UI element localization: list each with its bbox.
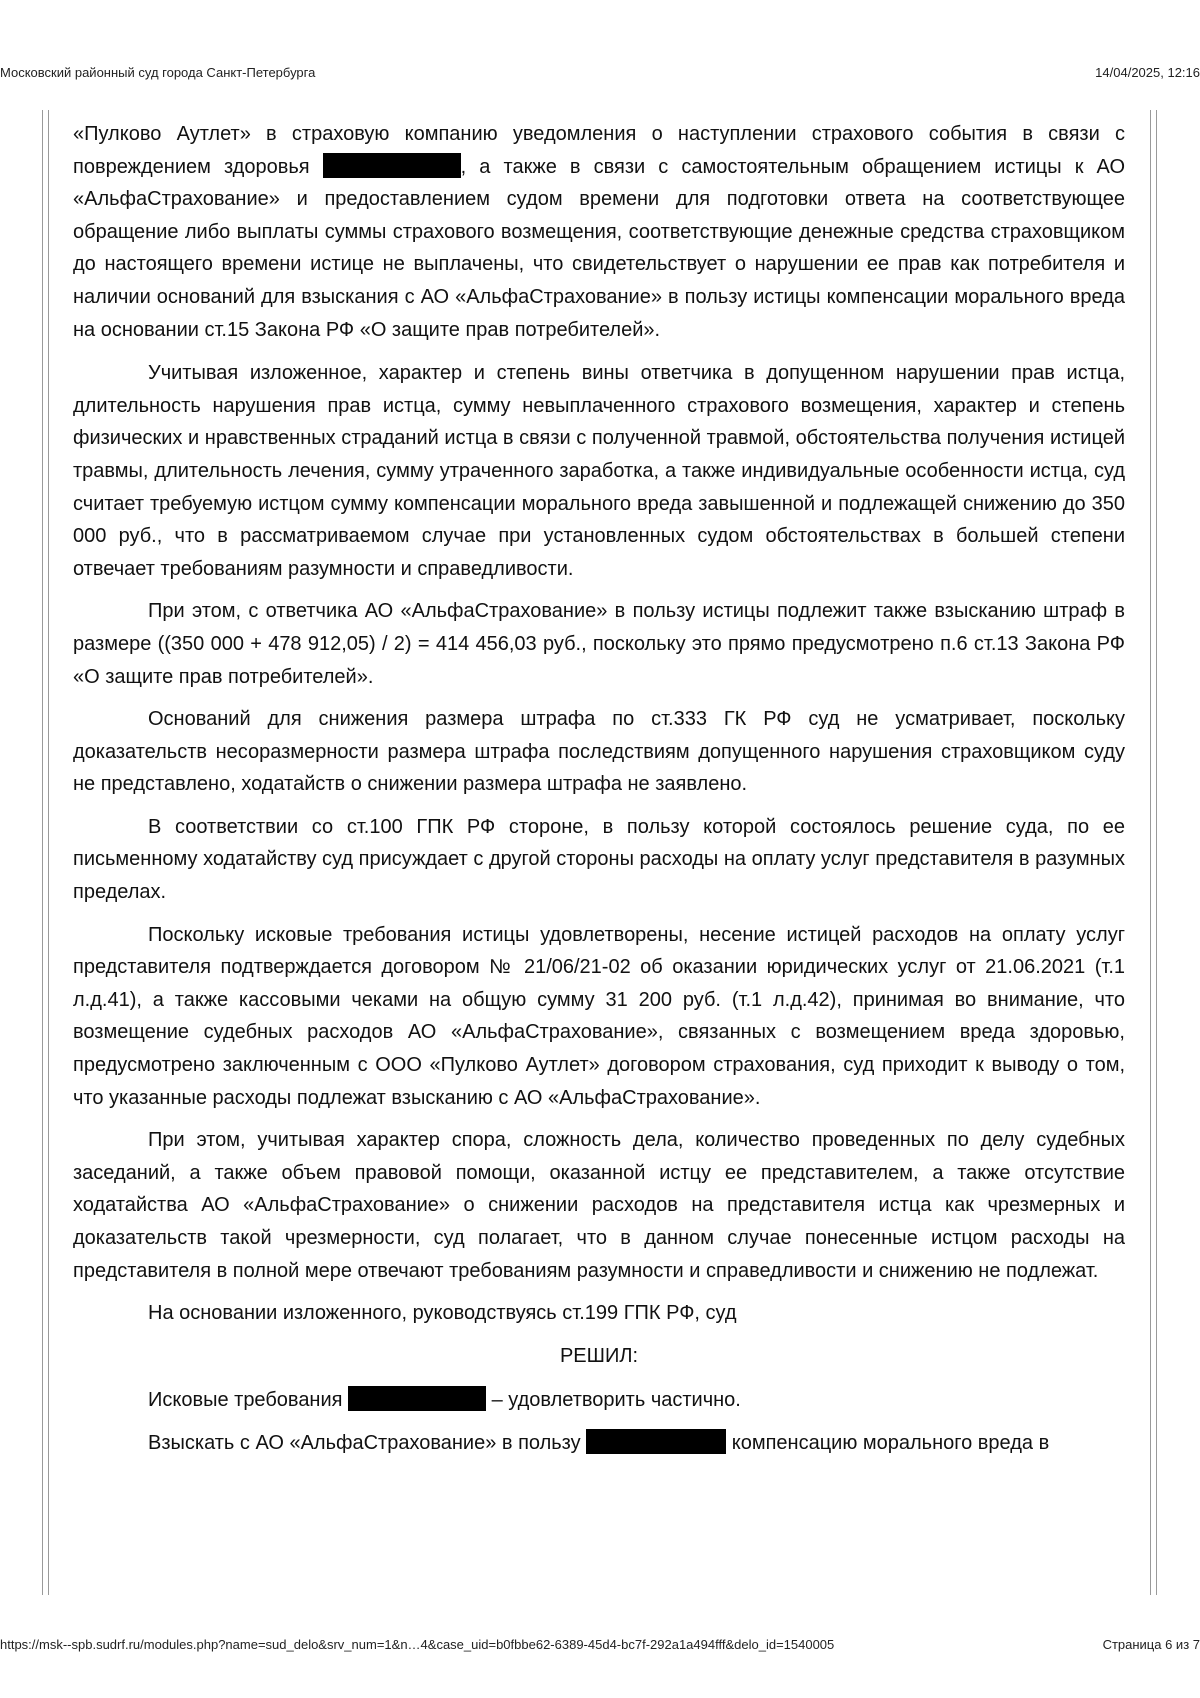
paragraph-9: Исковые требования – удовлетворить частично. xyxy=(73,1384,1125,1417)
print-footer xyxy=(0,1637,1200,1657)
paragraph-4: Оснований для снижения размера штрафа по ст.333 ГК РФ суд не усматривает, поскольку доказательств несоразмерности размера штрафа последствиям допущенного нарушения страховщиком суду не представлено, ходатайств о снижении размера штрафа не заявлено. xyxy=(73,708,1125,796)
document-body xyxy=(73,118,1125,1470)
paragraph-3: При этом, с ответчика АО «АльфаСтрахование» в пользу истицы подлежит также взысканию штраф в размере ((350 000 + 478 912,05) / 2) = 414 456,03 руб., поскольку это прямо предусмотрено п.6 ст.13 Закона РФ «О защите прав потребителей». xyxy=(73,600,1125,688)
paragraph-5: В соответствии со ст.100 ГПК РФ стороне, в пользу которой состоялось решение суда, по ее письменному ходатайству суд присуждает с другой стороны расходы на оплату услуг представителя в разумных пределах. xyxy=(73,815,1125,904)
paragraph-10: Взыскать с АО «АльфаСтрахование» в пользу компенсацию морального вреда в xyxy=(73,1427,1125,1460)
court-name: Московский районный суд города Санкт-Петербурга xyxy=(0,65,316,80)
paragraph-1: «Пулково Аутлет» в страховую компанию уведомления о наступлении страхового события в связи с повреждением здоровья , а также в связи с самостоятельным обращением истицы к АО «АльфаСтрахование» и предоставлением судом времени для подготовки ответа на соответствующее обращение либо выплаты суммы страхового возмещения, соответствующие денежные средства страховщиком до настоящего времени истице не выплачены, что свидетельствует о нарушении ее прав как потребителя и наличии оснований для взыскания с АО «АльфаСтрахование» в пользу истицы компенсации морального вреда на основании ст.15 Закона РФ «О защите прав потребителей». xyxy=(73,123,1125,341)
print-datetime: 14/04/2025, 12:16 xyxy=(1095,65,1200,80)
redacted-name xyxy=(586,1429,726,1454)
decision-heading: РЕШИЛ: xyxy=(559,1344,639,1367)
right-border-line xyxy=(1156,110,1157,1595)
print-header xyxy=(0,65,1200,85)
page-number: Страница 6 из 7 xyxy=(1102,1637,1200,1652)
right-border-line-inner xyxy=(1150,110,1151,1595)
left-border-line xyxy=(42,110,43,1595)
paragraph-8: На основании изложенного, руководствуясь ст.199 ГПК РФ, суд xyxy=(148,1302,737,1325)
paragraph-7: При этом, учитывая характер спора, сложность дела, количество проведенных по делу судебных заседаний, а также объем правовой помощи, оказанной истцу ее представителем, а также отсутствие ходатайства АО «АльфаСтрахование» о снижении расходов на представителя истца как чрезмерных и доказательств такой чрезмерности, суд полагает, что в данном случае понесенные истцом расходы на представителя в полной мере отвечают требованиям разумности и справедливости и снижению не подлежат. xyxy=(73,1129,1125,1282)
left-border-line-inner xyxy=(48,110,49,1595)
redacted-name xyxy=(323,153,461,178)
paragraph-2: Учитывая изложенное, характер и степень вины ответчика в допущенном нарушении прав истца, длительность нарушения прав истца, сумму невыплаченного страхового возмещения, характер и степень физических и нравственных страданий истца в связи с полученной травмой, обстоятельства получения истицей травмы, длительность лечения, сумму утраченного заработка, а также индивидуальные особенности истца, суд считает требуемую истцом сумму компенсации морального вреда завышенной и подлежащей снижению до 350 000 руб., что в рассматриваемом случае при установленных судом обстоятельствах в большей степени отвечает требованиям разумности и справедливости. xyxy=(73,362,1125,580)
paragraph-6: Поскольку исковые требования истицы удовлетворены, несение истицей расходов на оплату услуг представителя подтверждается договором № 21/06/21-02 об оказании юридических услуг от 21.06.2021 (т.1 л.д.41), а также кассовыми чеками на общую сумму 31 200 руб. (т.1 л.д.42), принимая во внимание, что возмещение судебных расходов АО «АльфаСтрахование», связанных с возмещением вреда здоровью, предусмотрено заключенным с ООО «Пулково Аутлет» договором страхования, суд приходит к выводу о том, что указанные расходы подлежат взысканию с АО «АльфаСтрахование». xyxy=(73,923,1125,1109)
page-url: https://msk--spb.sudrf.ru/modules.php?name=sud_delo&srv_num=1&n…4&case_uid=b0fbbe62-6389-45d4-bc7f-292a1a494fff&delo_id=1540005 xyxy=(0,1637,835,1652)
redacted-name xyxy=(348,1386,486,1411)
